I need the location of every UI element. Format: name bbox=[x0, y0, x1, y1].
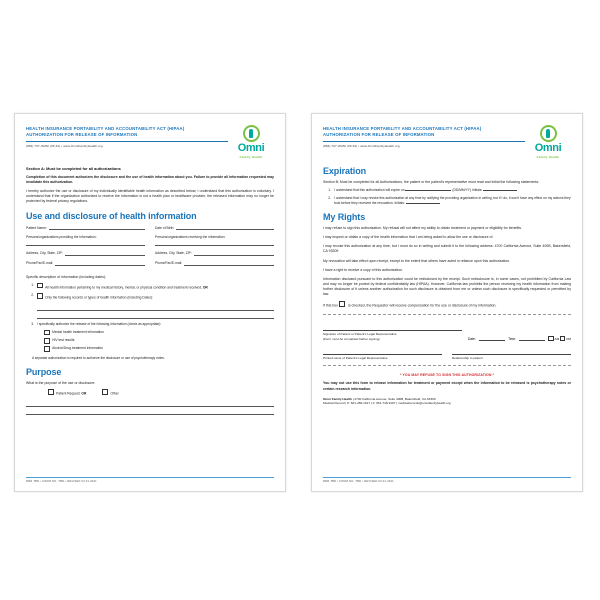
purpose-option-patient-request-box[interactable] bbox=[48, 389, 54, 395]
page2-header-divider bbox=[323, 141, 525, 142]
field-phone-right[interactable] bbox=[155, 261, 274, 266]
specific-checkbox-mental-health-box[interactable] bbox=[44, 330, 50, 336]
expiration-intro: Section B: Must be completed for all Authorizations, the patient or the patient's representative must read and initial the following statements: bbox=[323, 179, 540, 184]
my-rights-heading: My Rights bbox=[323, 212, 366, 223]
page1-header-divider bbox=[26, 141, 228, 142]
specific-checkbox-mental-health[interactable] bbox=[44, 330, 274, 336]
expiration-item-2-index: 2. bbox=[328, 195, 331, 200]
purpose-options bbox=[48, 389, 274, 395]
section-a-paragraph-1: Completion of this document authorizes the disclosure and the use of health information about you. Failure to provide all information requested may invalidate this authorization. bbox=[26, 174, 274, 184]
my-rights-paragraph-2: I may inspect or obtain a copy of the health information that I am being asked to allow the use or disclosure of. bbox=[323, 235, 494, 240]
specific-checkbox-alcohol-drug-label: Alcohol/Drug treatment information bbox=[52, 346, 104, 351]
specific-item-2-body bbox=[37, 293, 274, 300]
specific-checkbox-hiv-test-box[interactable] bbox=[44, 338, 50, 344]
purpose-option-other-box[interactable] bbox=[102, 389, 108, 395]
field-phone-right-label: Phone/Fax/E-mail: bbox=[155, 261, 183, 266]
specific-item-3-index: 3. bbox=[31, 321, 34, 326]
field-address-right-label: Address, City, State, ZIP: bbox=[155, 251, 192, 256]
organization-name: Omni Family Health bbox=[323, 396, 352, 401]
omni-logo-page2 bbox=[525, 124, 571, 159]
specific-item-2 bbox=[26, 293, 274, 300]
field-address-left-label: Address, City, State, ZIP: bbox=[26, 251, 63, 256]
organization-contact-block bbox=[323, 397, 571, 406]
specific-checkbox-alcohol-drug-box[interactable] bbox=[44, 346, 50, 352]
patient-info-col-left bbox=[26, 225, 145, 270]
purpose-option-patient-request[interactable] bbox=[48, 389, 86, 395]
page1-footer bbox=[26, 477, 274, 483]
compensation-disclosure-pre: If this box bbox=[323, 303, 338, 308]
omni-logo-tagline-page2: Family Health bbox=[536, 154, 560, 159]
expiration-item-2-text: I understand that I may revoke this authorization at any time by notifying the providing organization in writing, but if I do, it won't have any effect on my actions they took before they received the revocation. bbox=[334, 195, 571, 205]
specific-checkbox-mental-health-label: Mental health treatment information bbox=[52, 329, 104, 334]
signature-date-label: Date: bbox=[468, 337, 476, 342]
purpose-heading: Purpose bbox=[26, 367, 62, 378]
purpose-option-or: OR bbox=[81, 391, 87, 396]
purpose-write-in-line-2[interactable] bbox=[26, 407, 274, 415]
patient-info-col-right bbox=[155, 225, 274, 270]
expiration-item-2 bbox=[323, 196, 571, 205]
signature-section-separator-2 bbox=[323, 365, 571, 366]
printed-name-block bbox=[323, 346, 442, 360]
field-phone-left-label: Phone/Fax/E-mail: bbox=[26, 261, 54, 266]
field-person-providing[interactable] bbox=[26, 235, 145, 245]
relationship-block bbox=[452, 346, 571, 360]
purpose-option-other-label: Other bbox=[110, 391, 119, 396]
specific-item-2-checkbox[interactable] bbox=[37, 293, 43, 299]
organization-address: | 4700 California Avenue, Suite 400B, Bakersfield, CA 93309 bbox=[351, 396, 436, 401]
omni-logo bbox=[228, 124, 274, 159]
use-disclosure-heading: Use and disclosure of health information bbox=[26, 211, 197, 222]
field-patient-name-label: Patient Name: bbox=[26, 225, 47, 230]
field-address-right[interactable] bbox=[155, 251, 274, 256]
field-person-receiving-input[interactable] bbox=[155, 240, 274, 246]
field-date-of-birth[interactable] bbox=[155, 225, 274, 230]
specific-item-2-text: Only the following records or types of health information (including Dates): bbox=[45, 295, 154, 300]
my-rights-paragraph-3: I may revoke this authorization at any time, but I must do so in writing and submit it to the following address: 4700 California Avenue, Suite 400B, Bakersfield, CA 93309 bbox=[323, 244, 571, 254]
page2-header-title-line1: HEALTH INSURANCE PORTABILITY AND ACCOUNTABILITY ACT (HIPAA) bbox=[323, 126, 482, 131]
expiration-item-2-body bbox=[334, 196, 571, 205]
field-person-receiving-label: Persons/organizations receiving the information: bbox=[155, 235, 226, 240]
purpose-option-other[interactable] bbox=[102, 389, 118, 395]
patient-info-grid bbox=[26, 225, 274, 270]
specific-item-2-index: 2. bbox=[31, 293, 34, 298]
field-address-right-input[interactable] bbox=[194, 251, 274, 256]
signature-main-block bbox=[323, 322, 462, 342]
omni-logo-tagline: Family Health bbox=[239, 154, 263, 159]
field-phone-right-input[interactable] bbox=[184, 261, 274, 266]
signature-caption: Signature of Patient or Patient's Legal Representative bbox=[323, 331, 397, 336]
page1-header-text bbox=[26, 124, 228, 148]
expiration-item-1-text: I understand that this authorization will expire on bbox=[334, 187, 405, 192]
representative-row bbox=[323, 346, 571, 360]
printed-name-caption: Printed name of Patient's Legal Representative bbox=[323, 356, 388, 361]
specific-item-1 bbox=[26, 283, 274, 290]
specific-item-1-text: All health information pertaining to my medical history, mental, or physical condition and treatment received; bbox=[45, 284, 202, 289]
relationship-input[interactable] bbox=[452, 346, 571, 355]
omni-logo-icon-page2 bbox=[540, 125, 557, 142]
page1-header-contact: (866) 707-OMNI (66 64) • www.OmniFamilyHealth.org bbox=[26, 144, 103, 149]
page1-footer-text: RRR TBD • FORM NO. TBD • REVISED 03.01.2021 bbox=[26, 480, 97, 483]
specific-item-1-checkbox[interactable] bbox=[37, 283, 43, 289]
signature-ampm-group bbox=[548, 336, 571, 341]
purpose-question: What is the purpose of the use or disclosure: bbox=[26, 381, 96, 386]
signature-time-input[interactable] bbox=[519, 335, 545, 341]
field-patient-name-input[interactable] bbox=[49, 225, 145, 230]
expiration-item-1-format: (DD/MM/YY) Initials: bbox=[452, 187, 483, 192]
expiration-initials-input-2[interactable] bbox=[406, 203, 440, 204]
field-phone-left-input[interactable] bbox=[55, 261, 145, 266]
page2-footer bbox=[323, 477, 571, 483]
printed-name-input[interactable] bbox=[323, 346, 442, 355]
specific-checkbox-alcohol-drug[interactable] bbox=[44, 346, 274, 352]
signature-input[interactable] bbox=[323, 322, 462, 331]
page2-header bbox=[323, 124, 571, 159]
field-date-of-birth-input[interactable] bbox=[176, 225, 274, 230]
my-rights-paragraph-1: I may refuse to sign this authorization. My refusal will not affect my ability to obtain treatment or payment or eligibility for benefits. bbox=[323, 226, 522, 231]
field-address-left[interactable] bbox=[26, 251, 145, 256]
field-date-of-birth-label: Date of Birth: bbox=[155, 225, 175, 230]
signature-pm-checkbox[interactable] bbox=[560, 336, 565, 341]
psychotherapy-notes-note: A separate authorization is required to authorize the disclosure or use of psychotherapy notes. bbox=[32, 355, 165, 360]
field-phone-left[interactable] bbox=[26, 261, 145, 266]
omni-logo-icon bbox=[243, 125, 260, 142]
signature-caption-note: (Form must be completed before signing) bbox=[323, 336, 380, 341]
field-person-providing-label: Persons/organizations providing the information: bbox=[26, 235, 97, 240]
refusal-note: You may not use this form to release information for treatment or payment except when the information to be released is psychotherapy notes or certain research information. bbox=[323, 381, 571, 391]
expiration-item-1-body bbox=[334, 188, 571, 193]
page1-header bbox=[26, 124, 274, 159]
page1-header-title-line1: HEALTH INSURANCE PORTABILITY AND ACCOUNTABILITY ACT (HIPAA) bbox=[26, 126, 185, 131]
signature-time-label: Time: bbox=[508, 337, 516, 342]
page1-header-title-line2: AUTHORIZATION FOR RELEASE OF INFORMATION bbox=[26, 132, 138, 138]
specific-item-1-or: OR bbox=[202, 284, 208, 289]
expiration-date-input[interactable] bbox=[405, 190, 451, 191]
document-page-2 bbox=[311, 113, 583, 492]
expiration-heading: Expiration bbox=[323, 165, 367, 176]
compensation-disclosure bbox=[323, 301, 571, 308]
omni-logo-wordmark: Omni bbox=[237, 142, 265, 154]
compensation-disclosure-post: is checked, the Requestor will receive compensation for the use or disclosure of my information. bbox=[348, 303, 497, 308]
page2-footer-divider bbox=[323, 477, 571, 478]
omni-logo-wordmark-page2: Omni bbox=[534, 142, 562, 154]
specific-item-3-body: I specifically authorize the release of the following information (check as appropriate): bbox=[37, 321, 162, 326]
signature-am-label: AM bbox=[554, 336, 560, 341]
my-rights-paragraph-6: Information disclosed pursuant to this authorization could be redisclosed by the receipt. Such redisclosure is, in some cases, not prohibited by California Law and may no longer be protect by federal confidentiality law (HIPAA). However, California law prohibits the person receiving my health information from making further disclosure of it unless another authorization for such disclosure is obtained from me or unless such disclosure is specifically requested or permitted by law. bbox=[323, 276, 571, 297]
relationship-caption: Relationship to patient bbox=[452, 356, 483, 361]
specific-item-2-write-in-line-2[interactable] bbox=[37, 312, 274, 319]
specific-item-1-index: 1. bbox=[31, 282, 34, 287]
page1-footer-divider bbox=[26, 477, 274, 478]
field-patient-name[interactable] bbox=[26, 225, 145, 230]
medical-record-contact-line: Medical Record | P: 661-459-1917 | F: 661-746-9197 | medicalrecords@omnifamilyhealth.org bbox=[323, 401, 451, 406]
section-a-paragraph-2-text: I hereby authorize the use or disclosure of my individually identifiable health information as described below; I understand that this authorization is voluntary. I understand that if the organization authorized to receive the information is not a health plan or healthcare provider, the released information may no longer be protected by federal privacy regulations. bbox=[26, 188, 274, 204]
section-a-paragraph-2 bbox=[26, 189, 274, 204]
signature-section-separator-1 bbox=[323, 314, 571, 315]
expiration-item-1-index: 1. bbox=[328, 187, 331, 192]
specific-item-3 bbox=[26, 322, 274, 327]
signature-pm-label: PM bbox=[566, 336, 571, 341]
my-rights-paragraph-5: I have a right to receive a copy of this authorization. bbox=[323, 267, 403, 272]
signature-am-checkbox[interactable] bbox=[548, 336, 553, 341]
my-rights-paragraph-4: My revocation will take effect upon receipt, except to the extent that others have acted in reliance upon this authorization. bbox=[323, 258, 511, 263]
expiration-item-1 bbox=[323, 188, 571, 193]
page2-header-text bbox=[323, 124, 525, 148]
purpose-write-in-line-1[interactable] bbox=[26, 399, 274, 407]
signature-row bbox=[323, 322, 571, 342]
page2-footer-text: RRR TBD • FORM NO. TBD • REVISED 03.01.2021 bbox=[323, 480, 394, 483]
field-address-left-input[interactable] bbox=[65, 251, 145, 256]
section-a-heading: Section A: Must be completed for all authorizations bbox=[26, 165, 121, 171]
specific-description-intro: Specific description of information (including dates): bbox=[26, 274, 106, 279]
expiration-initials-input-1[interactable] bbox=[483, 190, 517, 191]
refusal-banner: * YOU MAY REFUSE TO SIGN THIS AUTHORIZATION * bbox=[399, 373, 495, 378]
expiration-item-2-initials-label: Initials: bbox=[394, 200, 405, 205]
signature-date-input[interactable] bbox=[479, 335, 505, 341]
specific-checkbox-hiv-test[interactable] bbox=[44, 338, 274, 344]
page2-header-title-line2: AUTHORIZATION FOR RELEASE OF INFORMATION bbox=[323, 132, 435, 138]
specific-checkbox-hiv-test-label: HIV test results bbox=[52, 337, 75, 342]
compensation-checkbox[interactable] bbox=[339, 301, 345, 307]
field-person-providing-input[interactable] bbox=[26, 240, 145, 246]
purpose-option-patient-request-label: Patient Request; bbox=[56, 391, 81, 396]
signature-date-time-block bbox=[468, 335, 571, 341]
specific-item-1-body bbox=[37, 283, 274, 290]
document-page-1 bbox=[14, 113, 286, 492]
specific-item-2-write-in-line-1[interactable] bbox=[37, 304, 274, 311]
page2-header-contact: (866) 707-OMNI (66 64) • www.OmniFamilyHealth.org bbox=[323, 144, 400, 149]
field-person-receiving[interactable] bbox=[155, 235, 274, 245]
